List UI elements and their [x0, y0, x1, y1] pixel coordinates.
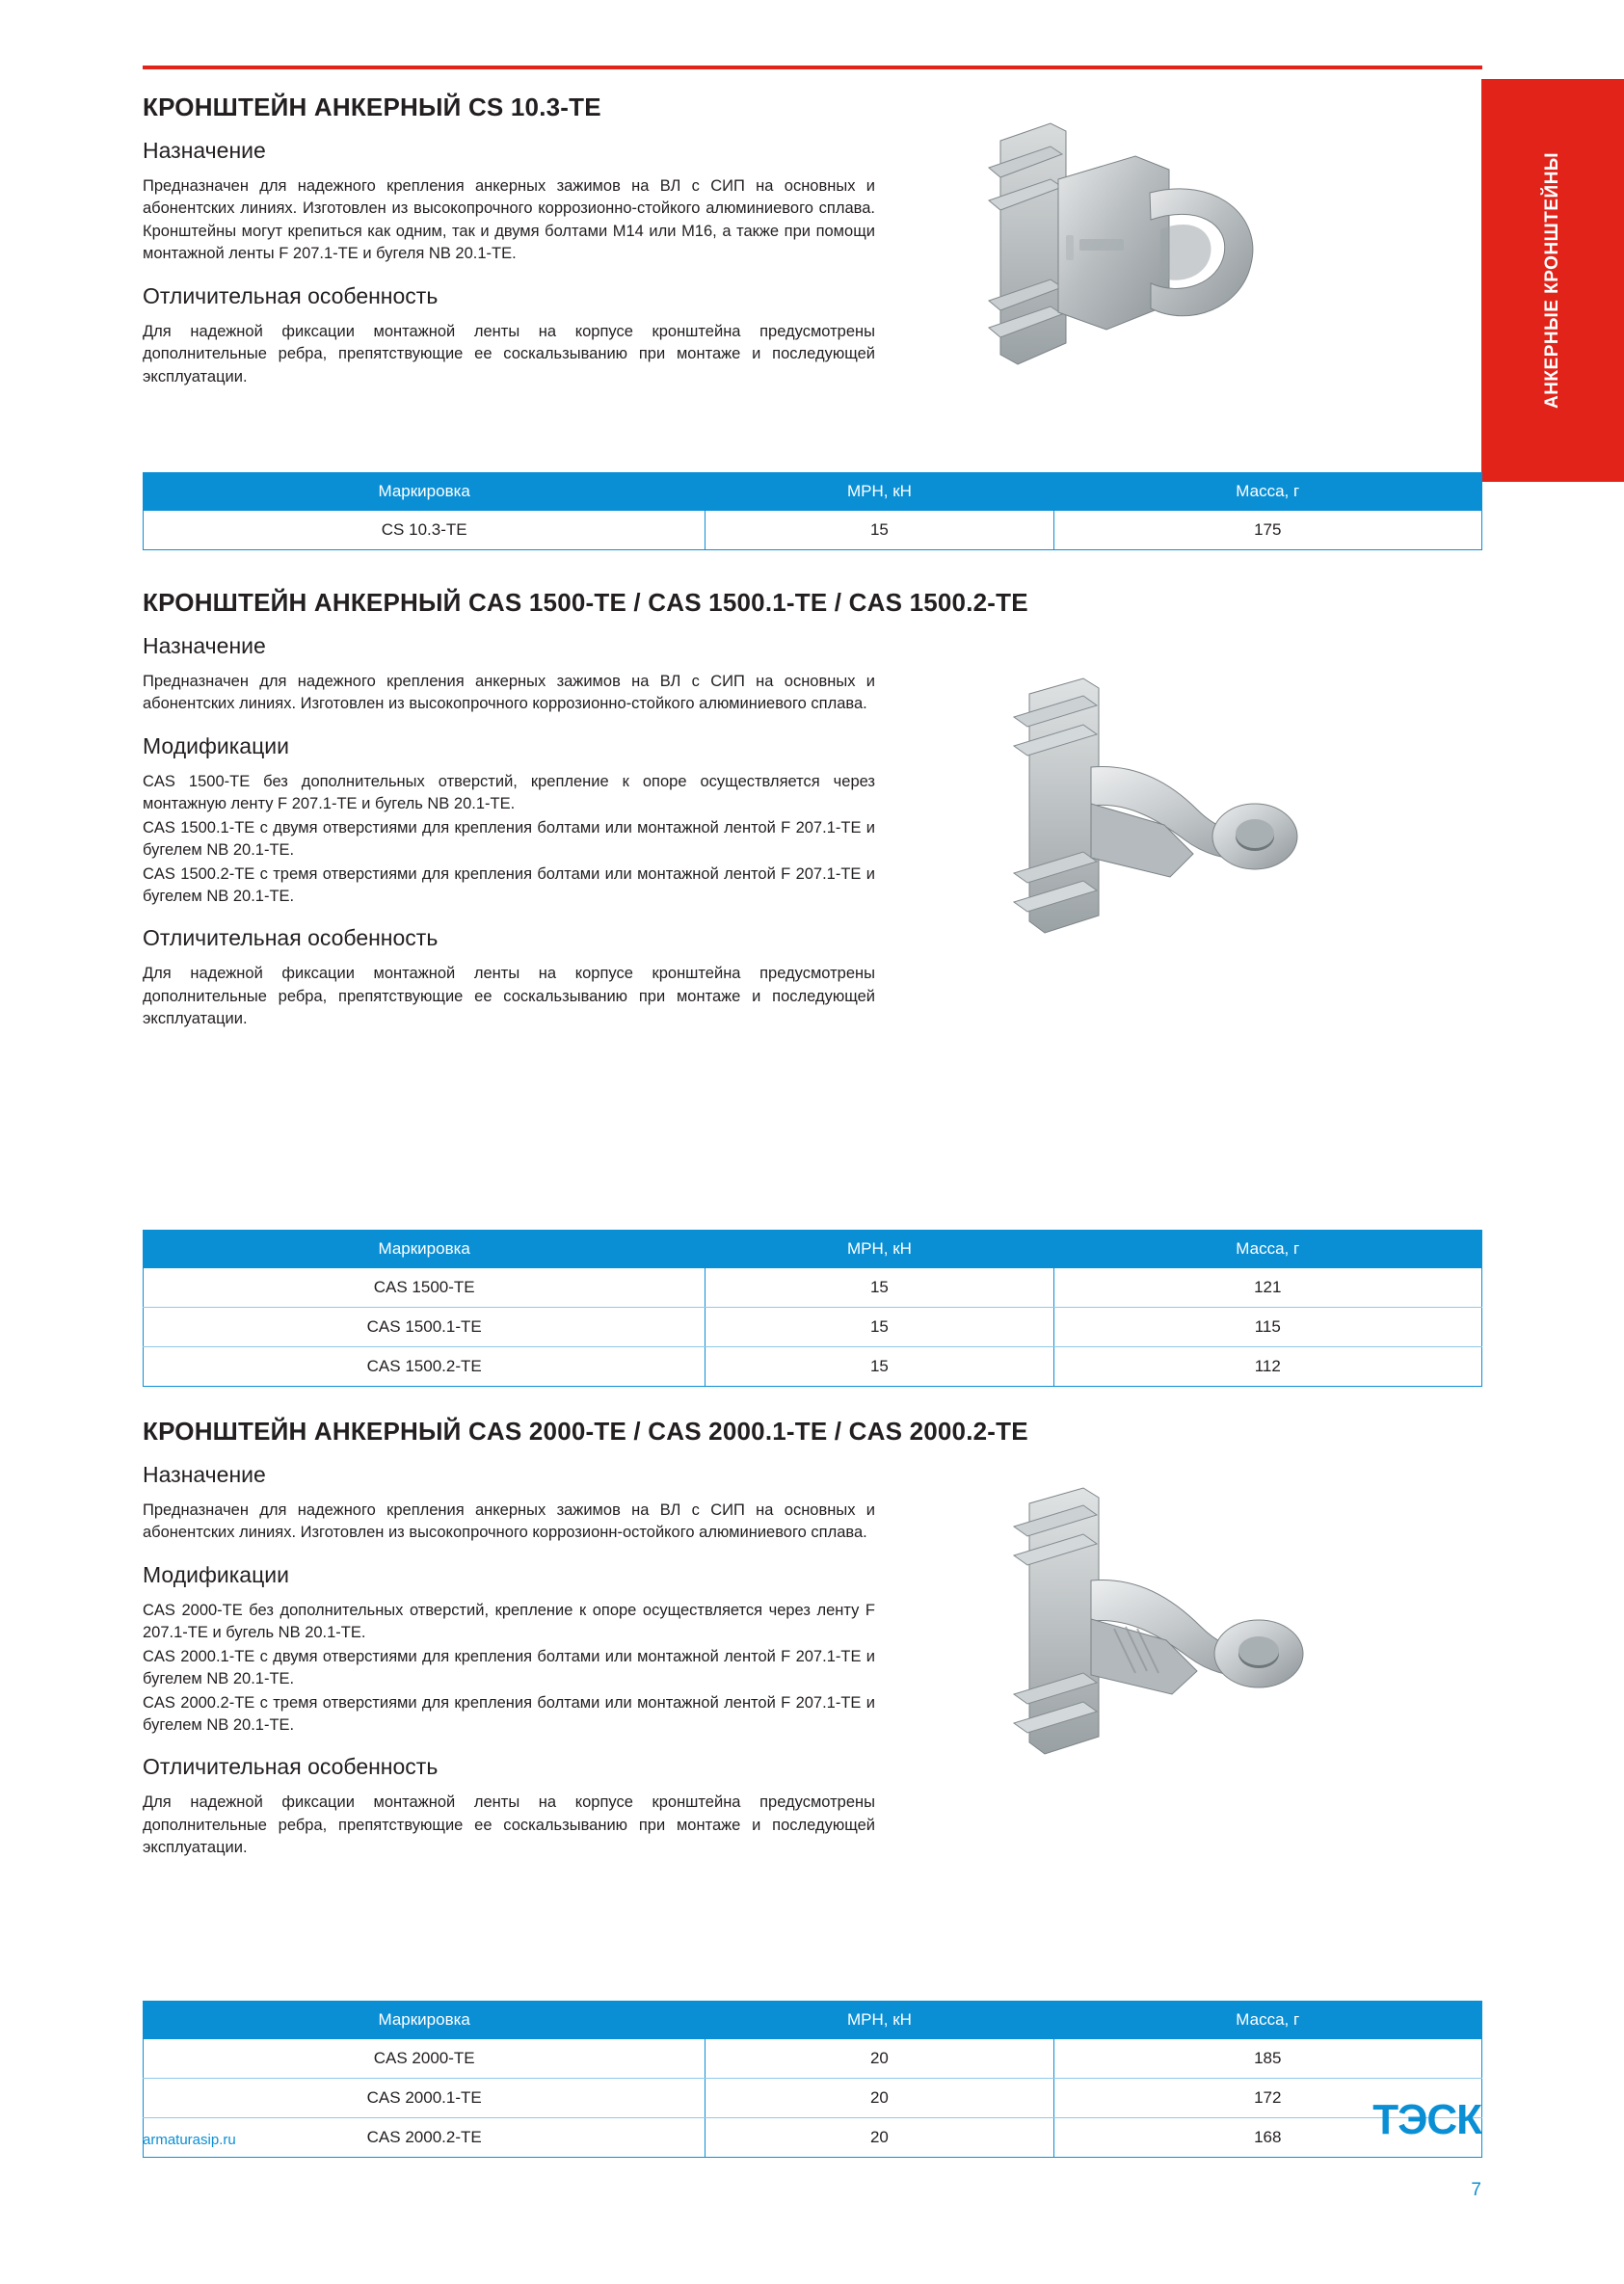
modifications-heading: Модификации: [143, 732, 289, 758]
col-header-mass: Масса, г: [1053, 1231, 1482, 1268]
modification-line: CAS 2000.2-TE с тремя отверстиями для крепления болтами или монтажной лентой F 207.1-TE и бугелем NB 20.1-TE.: [143, 1693, 875, 1734]
top-red-rule: [143, 66, 1482, 69]
product-image-cas-1500-te: [991, 675, 1338, 964]
table-row: [144, 2079, 1482, 2118]
modifications-text: [143, 1600, 875, 1738]
section-title: КРОНШТЕЙН АНКЕРНЫЙ CS 10.3-TE: [143, 93, 601, 121]
table-header-row: [144, 2002, 1482, 2039]
cell-marking: CAS 1500-TE: [144, 1268, 706, 1308]
cell-mass: 112: [1053, 1347, 1482, 1387]
modification-line: CAS 2000.1-TE с двумя отверстиями для крепления болтами или монтажной лентой F 207.1-TE и бугелем NB 20.1-TE.: [143, 1647, 875, 1688]
col-header-marking: Маркировка: [144, 2002, 706, 2039]
section-title: КРОНШТЕЙН АНКЕРНЫЙ CAS 2000-TE / CAS 2000.1-TE / CAS 2000.2-TE: [143, 1417, 1028, 1446]
cell-marking: CAS 2000-TE: [144, 2039, 706, 2079]
modification-line: CAS 2000-TE без дополнительных отверстий, крепление к опоре осуществляется через ленту F 207.1-TE и бугель NB 20.1-TE.: [143, 1601, 875, 1642]
table-row: [144, 1308, 1482, 1347]
spec-table-cas-2000-te: [143, 2001, 1482, 2158]
table-header-row: [144, 1231, 1482, 1268]
cell-mass: 175: [1053, 511, 1482, 550]
cell-mass: 121: [1053, 1268, 1482, 1308]
table-row: [144, 1268, 1482, 1308]
col-header-mrn: МРН, кН: [706, 1231, 1053, 1268]
purpose-text: Предназначен для надежного крепления анкерных зажимов на ВЛ с СИП на основных и абонентских линиях. Изготовлен из высокопрочного коррозионно-стойкого алюминиевого сплава. Кронштейны могут крепиться как одним, так и двумя болтами М14 или М16, а также при помощи монтажной ленты F 207.1-TE и бугеля NB 20.1-TE.: [143, 177, 875, 263]
col-header-mass: Масса, г: [1053, 473, 1482, 511]
section-cas-1500-te: [143, 588, 1482, 1378]
cell-mass: 172: [1053, 2079, 1482, 2118]
modification-line: CAS 1500.1-TE с двумя отверстиями для крепления болтами или монтажной лентой F 207.1-TE и бугелем NB 20.1-TE.: [143, 818, 875, 860]
cell-mrn: 15: [706, 1308, 1053, 1347]
section-cs-10-3-te: [143, 93, 1482, 545]
section-tab-anchor-brackets: [1481, 79, 1624, 482]
purpose-heading: Назначение: [143, 138, 266, 163]
logo-text: ТЭСК: [1372, 2096, 1481, 2143]
col-header-mass: Масса, г: [1053, 2002, 1482, 2039]
spec-table-cs-10-3-te: [143, 472, 1482, 550]
cell-mrn: 20: [706, 2039, 1053, 2079]
cell-mass: 115: [1053, 1308, 1482, 1347]
table-row: [144, 1347, 1482, 1387]
cell-mrn: 15: [706, 1268, 1053, 1308]
modification-line: CAS 1500.2-TE с тремя отверстиями для крепления болтами или монтажной лентой F 207.1-TE и бугелем NB 20.1-TE.: [143, 864, 875, 905]
feature-text: Для надежной фиксации монтажной ленты на корпусе кронштейна предусмотрены дополнительные ребра, препятствующие ее соскальзыванию при монтаже и последующей эксплуатации.: [143, 322, 875, 385]
cell-marking: CAS 1500.2-TE: [144, 1347, 706, 1387]
page-number: 7: [1471, 2180, 1481, 2200]
feature-heading: Отличительная особенность: [143, 282, 439, 308]
cell-mrn: 20: [706, 2118, 1053, 2158]
section-tab-label: АНКЕРНЫЕ КРОНШТЕЙНЫ: [1542, 151, 1562, 410]
purpose-text: Предназначен для надежного крепления анкерных зажимов на ВЛ с СИП на основных и абонентских линиях. Изготовлен из высокопрочного коррозионно-стойкого алюминиевого сплава.: [143, 673, 875, 713]
col-header-mrn: МРН, кН: [706, 473, 1053, 511]
section-title: КРОНШТЕЙН АНКЕРНЫЙ CAS 1500-TE / CAS 1500.1-TE / CAS 1500.2-TE: [143, 588, 1028, 617]
feature-heading: Отличительная особенность: [143, 1754, 439, 1780]
cell-marking: CAS 2000.1-TE: [144, 2079, 706, 2118]
cell-mrn: 15: [706, 511, 1053, 550]
cell-mrn: 20: [706, 2079, 1053, 2118]
table-header-row: [144, 473, 1482, 511]
col-header-marking: Маркировка: [144, 473, 706, 511]
modifications-text: [143, 771, 875, 909]
cell-mass: 168: [1053, 2118, 1482, 2158]
cell-mass: 185: [1053, 2039, 1482, 2079]
purpose-heading: Назначение: [143, 1462, 266, 1487]
table-row: [144, 511, 1482, 550]
col-header-marking: Маркировка: [144, 1231, 706, 1268]
cell-marking: CAS 2000.2-TE: [144, 2118, 706, 2158]
product-image-cas-2000-te: [991, 1484, 1338, 1793]
feature-heading: Отличительная особенность: [143, 925, 439, 951]
modifications-heading: Модификации: [143, 1561, 289, 1587]
spec-table-cas-1500-te: [143, 1230, 1482, 1387]
feature-text: Для надежной фиксации монтажной ленты на корпусе кронштейна предусмотрены дополнительные ребра, препятствующие ее соскальзыванию при монтаже и последующей эксплуатации.: [143, 965, 875, 1028]
table-row: [144, 2039, 1482, 2079]
col-header-mrn: МРН, кН: [706, 2002, 1053, 2039]
purpose-text: Предназначен для надежного крепления анкерных зажимов на ВЛ с СИП на основных и абонентских линиях. Изготовлен из высокопрочного коррозионн-остойкого алюминиевого сплава.: [143, 1501, 875, 1542]
page-content: [143, 93, 1482, 2149]
cell-marking: CS 10.3-TE: [144, 511, 706, 550]
cell-marking: CAS 1500.1-TE: [144, 1308, 706, 1347]
table-row: [144, 2118, 1482, 2158]
section-cas-2000-te: [143, 1417, 1482, 2149]
modification-line: CAS 1500-TE без дополнительных отверстий, крепление к опоре осуществляется через монтажную ленту F 207.1-TE и бугель NB 20.1-TE.: [143, 772, 875, 813]
footer-website-link[interactable]: armaturasip.ru: [143, 2132, 236, 2148]
purpose-heading: Назначение: [143, 633, 266, 658]
feature-text: Для надежной фиксации монтажной ленты на корпусе кронштейна предусмотрены дополнительные ребра, препятствующие ее соскальзыванию при монтаже и последующей эксплуатации.: [143, 1793, 875, 1857]
company-logo: [1308, 2096, 1481, 2143]
cell-mrn: 15: [706, 1347, 1053, 1387]
